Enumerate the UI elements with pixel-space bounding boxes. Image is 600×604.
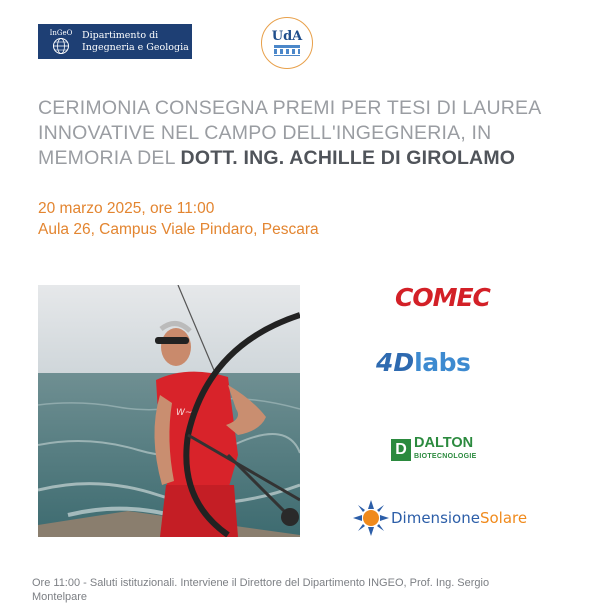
event-info [38,198,319,240]
ingeo-abbr: InGeO [49,28,73,37]
ingeo-mark [46,27,76,57]
dalton-mark: D [391,439,411,461]
comec-logo: COMEC [395,283,490,312]
dalton-name: DALTON [414,435,474,451]
dimsol-part1: Dimensione [391,509,480,527]
dept-name-line2: Ingegneria e Geologia [82,41,189,53]
honoree-name: DOTT. ING. ACHILLE DI GIROLAMO [180,147,516,169]
headline-line1: CERIMONIA CONSEGNA PREMI PER TESI DI LAUREA [38,97,542,119]
headline-line2: INNOVATIVE NEL CAMPO DELL'INGEGNERIA, IN [38,122,492,144]
dalton-subtitle: BIOTECNOLOGIE [414,453,477,460]
event-date-time: 20 marzo 2025, ore 11:00 [38,200,215,217]
svg-text:W~: W~ [176,408,193,418]
4dlabs-suffix: labs [414,348,471,377]
dept-name-line1: Dipartimento di [82,29,159,41]
event-headline [38,96,578,171]
memorial-photo [38,285,300,537]
program-line2: Montelpare [32,591,88,603]
dimsol-part2: Solare [479,509,528,527]
university-logo [261,17,313,69]
event-location: Aula 26, Campus Viale Pindaro, Pescara [38,221,319,238]
program-line1: Ore 11:00 - Saluti istituzionali. Interviene il Direttore del Dipartimento INGEO, Prof. Ing. Sergio [32,577,490,589]
4dlabs-prefix: 4D [376,348,415,377]
globe-icon [52,37,70,55]
department-logo [38,24,192,59]
dimensione-solare-logo [353,500,527,536]
headline-line3 [38,146,578,171]
headline-prefix: MEMORIA DEL [38,147,181,169]
sun-icon [353,500,389,536]
uda-text: UdA [271,29,303,44]
temple-icon [274,45,300,56]
dalton-logo [391,436,477,463]
sailor-photo-illustration [38,285,300,537]
4dlabs-logo [376,348,470,377]
